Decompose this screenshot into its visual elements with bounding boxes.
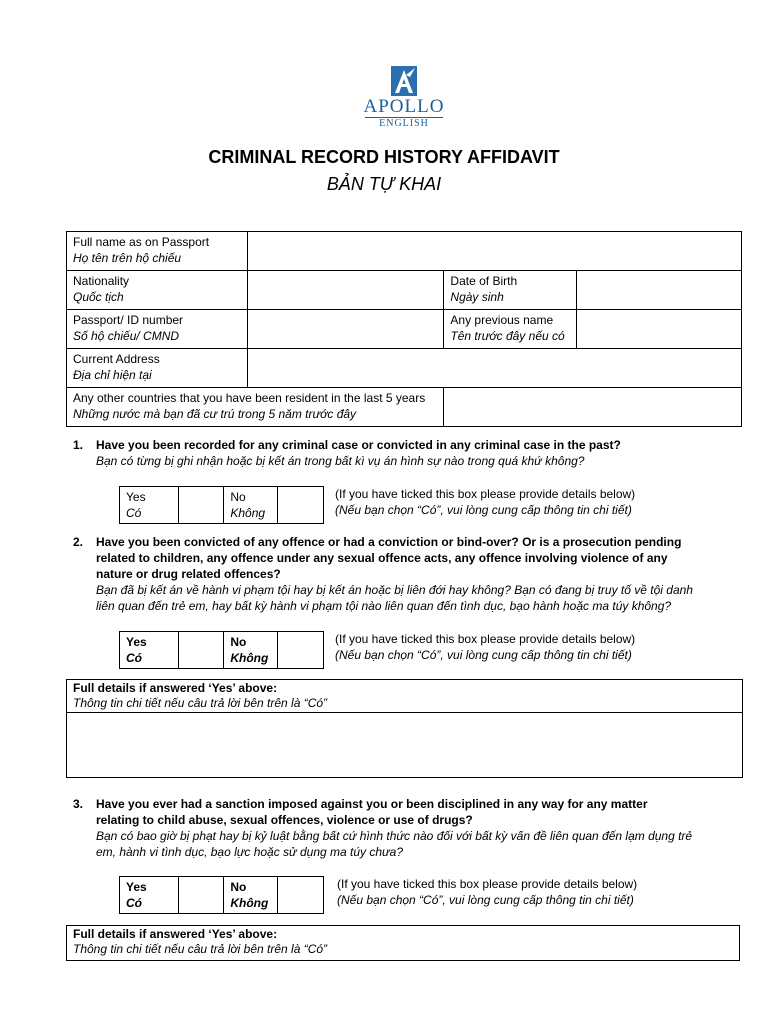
apollo-a-logo-icon bbox=[391, 66, 417, 96]
question-2-choice bbox=[119, 631, 324, 669]
question-2-en-line-1: Have you been convicted of any offence or had a conviction or bind-over? Or is a prosecution pending bbox=[96, 535, 682, 549]
question-1-note: (If you have ticked this box please provide details below) (Nếu bạn chọn “Có”, vui lòng cung cấp thông tin chi tiết) bbox=[335, 487, 636, 517]
question-1-choice bbox=[119, 486, 324, 524]
question-2-yes-checkbox[interactable] bbox=[178, 632, 224, 669]
other-countries-label: Any other countries that you have been resident in the last 5 years Những nước mà bạn đã cư trú trong 5 năm trước đây bbox=[67, 388, 444, 427]
question-3-vi-line-1: Bạn có bao giờ bị phạt hay bị kỷ luật bằng bất cứ hình thức nào đối với bất kỳ vấn đề liên quan đến lạm dụng trẻ bbox=[96, 829, 693, 843]
personal-info-table bbox=[66, 231, 742, 427]
full-name-label: Full name as on Passport Họ tên trên hộ chiếu bbox=[67, 232, 248, 271]
logo-brand: APOLLO bbox=[363, 96, 445, 117]
logo-sub: ENGLISH bbox=[379, 118, 429, 129]
page-title: CRIMINAL RECORD HISTORY AFFIDAVIT bbox=[208, 147, 560, 167]
apollo-logo bbox=[360, 66, 448, 132]
question-3-vi-line-2: em, hành vi tình dục, bạo lực hoặc sử dụng ma túy chưa? bbox=[96, 845, 403, 859]
question-2-en-line-2: related to children, any offence under any sexual offence acts, any offence involving violence of any bbox=[96, 551, 668, 565]
question-1-no-checkbox[interactable] bbox=[278, 487, 324, 524]
question-3-yes-checkbox[interactable] bbox=[178, 877, 224, 914]
no-label: No Không bbox=[224, 487, 278, 524]
dob-label: Date of Birth Ngày sinh bbox=[444, 271, 577, 310]
question-2-vi-line-1: Bạn đã bị kết án về hành vi phạm tội hay bị kết án hoặc bị liên đới hay không? Bạn có đang bị truy tố về tội danh bbox=[96, 583, 693, 597]
other-countries-field[interactable] bbox=[444, 388, 742, 427]
question-2-en-line-3: nature or drug related offences? bbox=[96, 567, 281, 581]
nationality-label: Nationality Quốc tịch bbox=[67, 271, 248, 310]
question-1-vi: Bạn có từng bị ghi nhận hoặc bị kết án trong bất kì vụ án hình sự nào trong quá khứ không? bbox=[96, 454, 585, 468]
previous-name-label: Any previous name Tên trước đây nếu có bbox=[444, 310, 577, 349]
question-3-details-box[interactable] bbox=[66, 925, 740, 961]
question-3: 3. Have you ever had a sanction imposed against you or been disciplined in any way for any matter relating to child abuse, sexual offences, violence or use of drugs? Bạn có bao giờ bị phạt hay bị kỷ luật bằng bất cứ hình thức nào đối với bất kỳ vấn đề liên quan đến lạm dụng trẻ em, hành vi tình dục, bạo lực hoặc sử dụng ma túy chưa? bbox=[73, 797, 693, 859]
no-label: No Không bbox=[224, 877, 278, 914]
question-3-note: (If you have ticked this box please provide details below) (Nếu bạn chọn “Có”, vui lòng cung cấp thông tin chi tiết) bbox=[337, 877, 638, 907]
dob-field[interactable] bbox=[577, 271, 742, 310]
address-field[interactable] bbox=[247, 349, 741, 388]
question-3-en-line-2: relating to child abuse, sexual offences, violence or use of drugs? bbox=[96, 813, 473, 827]
yes-label: Yes Có bbox=[120, 632, 179, 669]
no-label: No Không bbox=[224, 632, 278, 669]
question-2-vi-line-2: liên quan đến trẻ em, hay bất kỳ hành vi phạm tội nào liên quan đến tình dục, bạo hành hoặc ma túy không? bbox=[96, 599, 672, 613]
details-header: Full details if answered ‘Yes’ above: Thông tin chi tiết nếu câu trả lời bên trên là “Có” bbox=[67, 680, 742, 713]
address-label: Current Address Địa chỉ hiện tại bbox=[67, 349, 248, 388]
passport-field[interactable] bbox=[247, 310, 444, 349]
question-2-details-field[interactable] bbox=[67, 713, 742, 775]
question-1-yes-checkbox[interactable] bbox=[178, 487, 224, 524]
question-2-note: (If you have ticked this box please provide details below) (Nếu bạn chọn “Có”, vui lòng cung cấp thông tin chi tiết) bbox=[335, 632, 636, 662]
question-3-no-checkbox[interactable] bbox=[278, 877, 324, 914]
question-2: 2. Have you been convicted of any offence or had a conviction or bind-over? Or is a prosecution pending related to children, any offence under any sexual offence acts, any offence involving violence of any nature or drug related offences? Bạn đã bị kết án về hành vi phạm tội hay bị kết án hoặc bị liên đới hay không? Bạn có đang bị truy tố về tội danh liên quan đến trẻ em, hay bất kỳ hành vi phạm tội nào liên quan đến tình dục, bạo hành hoặc ma túy không? bbox=[73, 535, 693, 613]
yes-label: Yes Có bbox=[120, 487, 179, 524]
question-1-en: Have you been recorded for any criminal case or convicted in any criminal case in the past? bbox=[96, 438, 621, 452]
previous-name-field[interactable] bbox=[577, 310, 742, 349]
question-2-no-checkbox[interactable] bbox=[278, 632, 324, 669]
question-3-en-line-1: Have you ever had a sanction imposed against you or been disciplined in any way for any matter bbox=[96, 797, 648, 811]
page-subtitle: BẢN TỰ KHAI bbox=[326, 174, 442, 194]
question-2-details-box bbox=[66, 679, 743, 778]
passport-label: Passport/ ID number Số hộ chiếu/ CMND bbox=[67, 310, 248, 349]
question-3-choice bbox=[119, 876, 324, 914]
question-1: 1. Have you been recorded for any criminal case or convicted in any criminal case in the past? Bạn có từng bị ghi nhận hoặc bị kết án trong bất kì vụ án hình sự nào trong quá khứ không? bbox=[73, 438, 621, 468]
yes-label: Yes Có bbox=[120, 877, 179, 914]
nationality-field[interactable] bbox=[247, 271, 444, 310]
details-header: Full details if answered ‘Yes’ above: Thông tin chi tiết nếu câu trả lời bên trên là “Có” bbox=[73, 927, 328, 956]
full-name-field[interactable] bbox=[247, 232, 741, 271]
